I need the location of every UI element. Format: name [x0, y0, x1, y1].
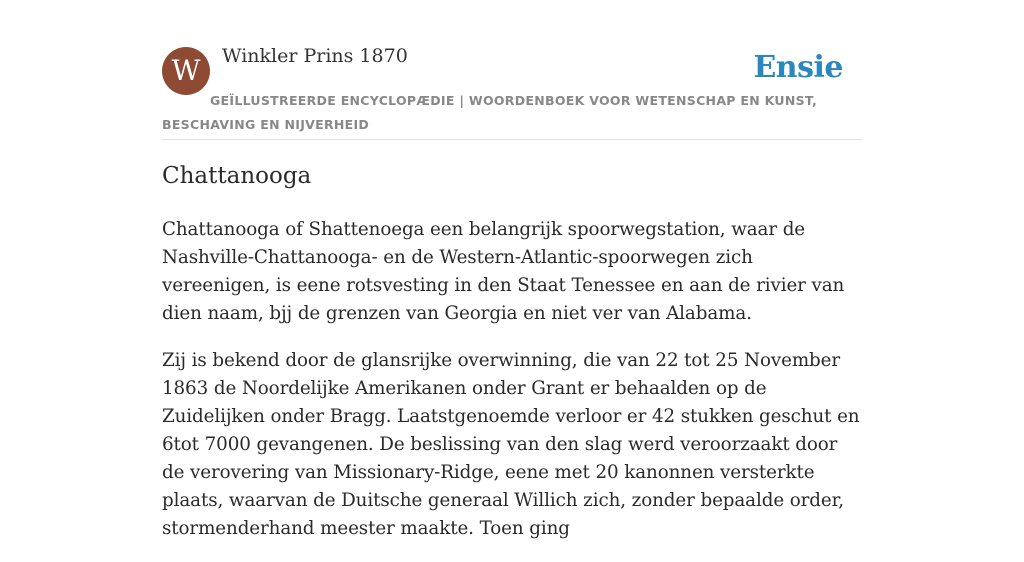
ensie-logo[interactable]: Ensie [753, 50, 843, 85]
source-title[interactable]: Winkler Prins 1870 [222, 45, 408, 67]
source-subtitle: GEÏLLUSTREERDE ENCYCLOPÆDIE | WOORDENBOEK VOOR WETENSCHAP EN KUNST, BESCHAVING EN NIJVERHEID [162, 93, 818, 132]
header-divider [162, 139, 862, 140]
article-headword: Chattanooga [162, 163, 312, 189]
source-avatar[interactable]: W [162, 47, 210, 95]
article-page [162, 0, 862, 539]
article-paragraph: Zij is bekend door de glansrijke overwinning, die van 22 tot 25 November 1863 de Noordelijke Amerikanen onder Grant er behaalden op de Zuidelijken onder Bragg. Laatstgenoemde verloor er 42 stukken geschut en 6tot 7000 gevangenen. De beslissing van den slag werd veroorzaakt door de verovering van Missionary-Ridge, eene met 20 kanonnen versterkte plaats, waarvan de Duitsche generaal Willich zich, zonder bepaalde order, stormenderhand meester maakte. Toen ging [162, 350, 860, 539]
article-paragraph: Chattanooga of Shattenoega een belangrijk spoorwegstation, waar de Nashville-Chattanooga- en de Western-Atlantic-spoorwegen zich vereenigen, is eene rotsvesting in den Staat Tenessee en aan de rivier van dien naam, bjj de grenzen van Georgia en niet ver van Alabama. [162, 219, 845, 324]
article-body [162, 216, 862, 562]
